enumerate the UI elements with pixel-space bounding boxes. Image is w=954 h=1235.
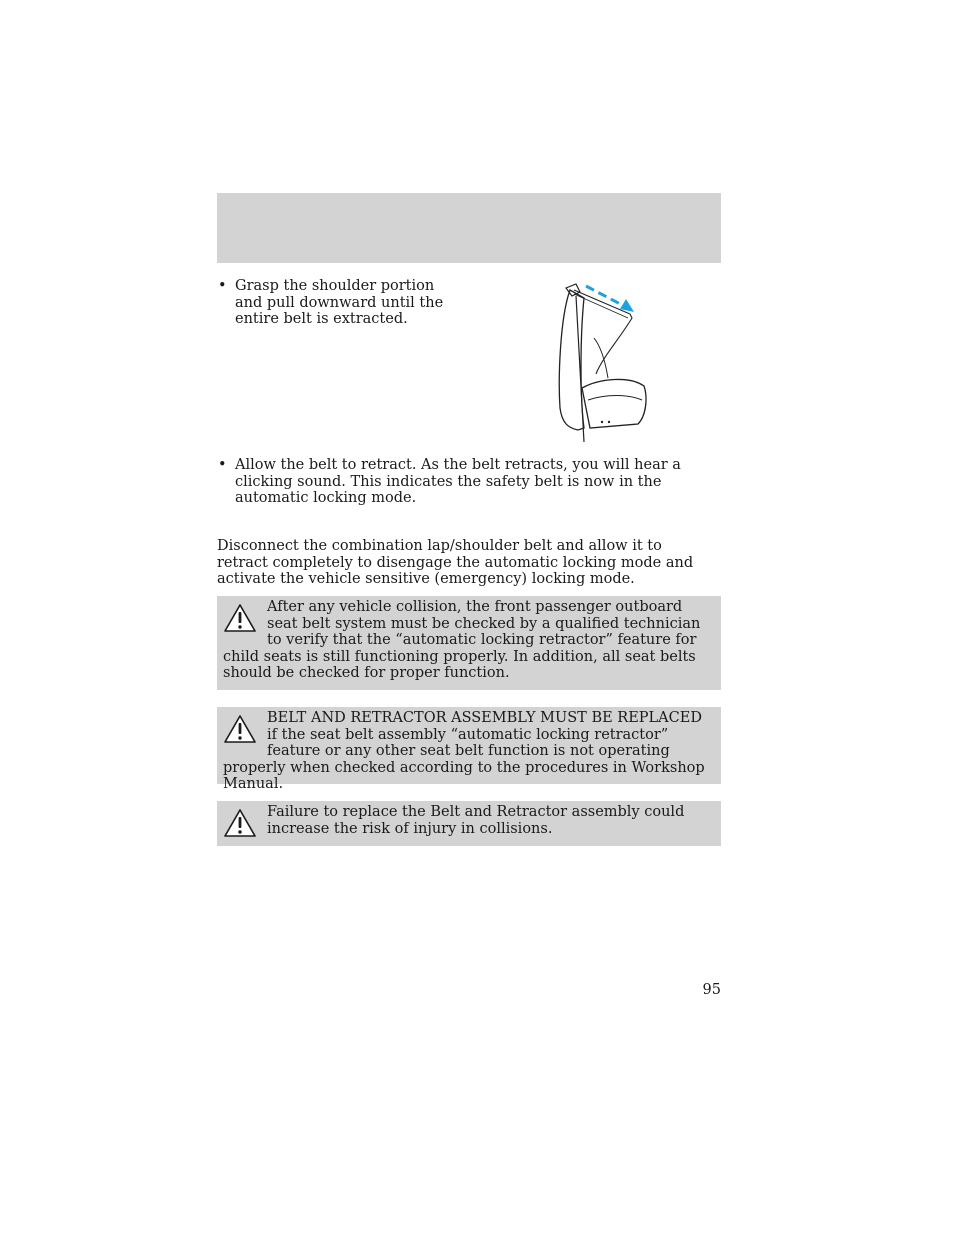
body-paragraph: Disconnect the combination lap/shoulder belt and allow it to retract completely to disengage the automatic locking mode and activate the vehicle sensitive (emergency) locking mode. [217,538,694,588]
page-number: 95 [702,982,721,998]
warning-triangle-icon [223,603,257,633]
belt-webbing-shape [574,290,632,374]
warning-box [217,801,721,846]
warning-text: After any vehicle collision, the front passenger outboard seat belt system must be checked by a qualified technician to verify that the “automatic locking retractor” feature for child seats is still functioning properly. In addition, all seat belts should be checked for proper function. [223,599,701,682]
bullet-marker: • [218,457,227,473]
seat-back-shape [559,290,584,430]
bullet-text: Grasp the shoulder portion and pull downward until the entire belt is extracted. [235,278,444,328]
header-band [217,193,721,263]
warning-box [217,707,721,793]
bullet-item [217,457,717,507]
seat-dot [601,421,603,423]
seat-dot [608,421,610,423]
seat-side-line [594,338,608,378]
seat-cushion-shape [582,379,646,428]
bullet-item [217,278,457,328]
warning-triangle-icon [223,808,257,838]
warning-text: BELT AND RETRACTOR ASSEMBLY MUST BE REPLACED if the seat belt assembly “automatic locking retractor” feature or any other seat belt function is not operating properly when checked according to the procedures in Workshop Manual. [223,710,705,793]
warning-box [217,596,721,690]
bullet-text: Allow the belt to retract. As the belt retracts, you will hear a clicking sound. This indicates the safety belt is now in the automatic locking mode. [235,457,681,507]
warning-triangle-icon [223,714,257,744]
bullet-marker: • [218,278,227,294]
warning-text: Failure to replace the Belt and Retractor assembly could increase the risk of injury in collisions. [267,804,685,837]
seat-belt-illustration [550,278,654,446]
cushion-seam-shape [588,396,642,401]
